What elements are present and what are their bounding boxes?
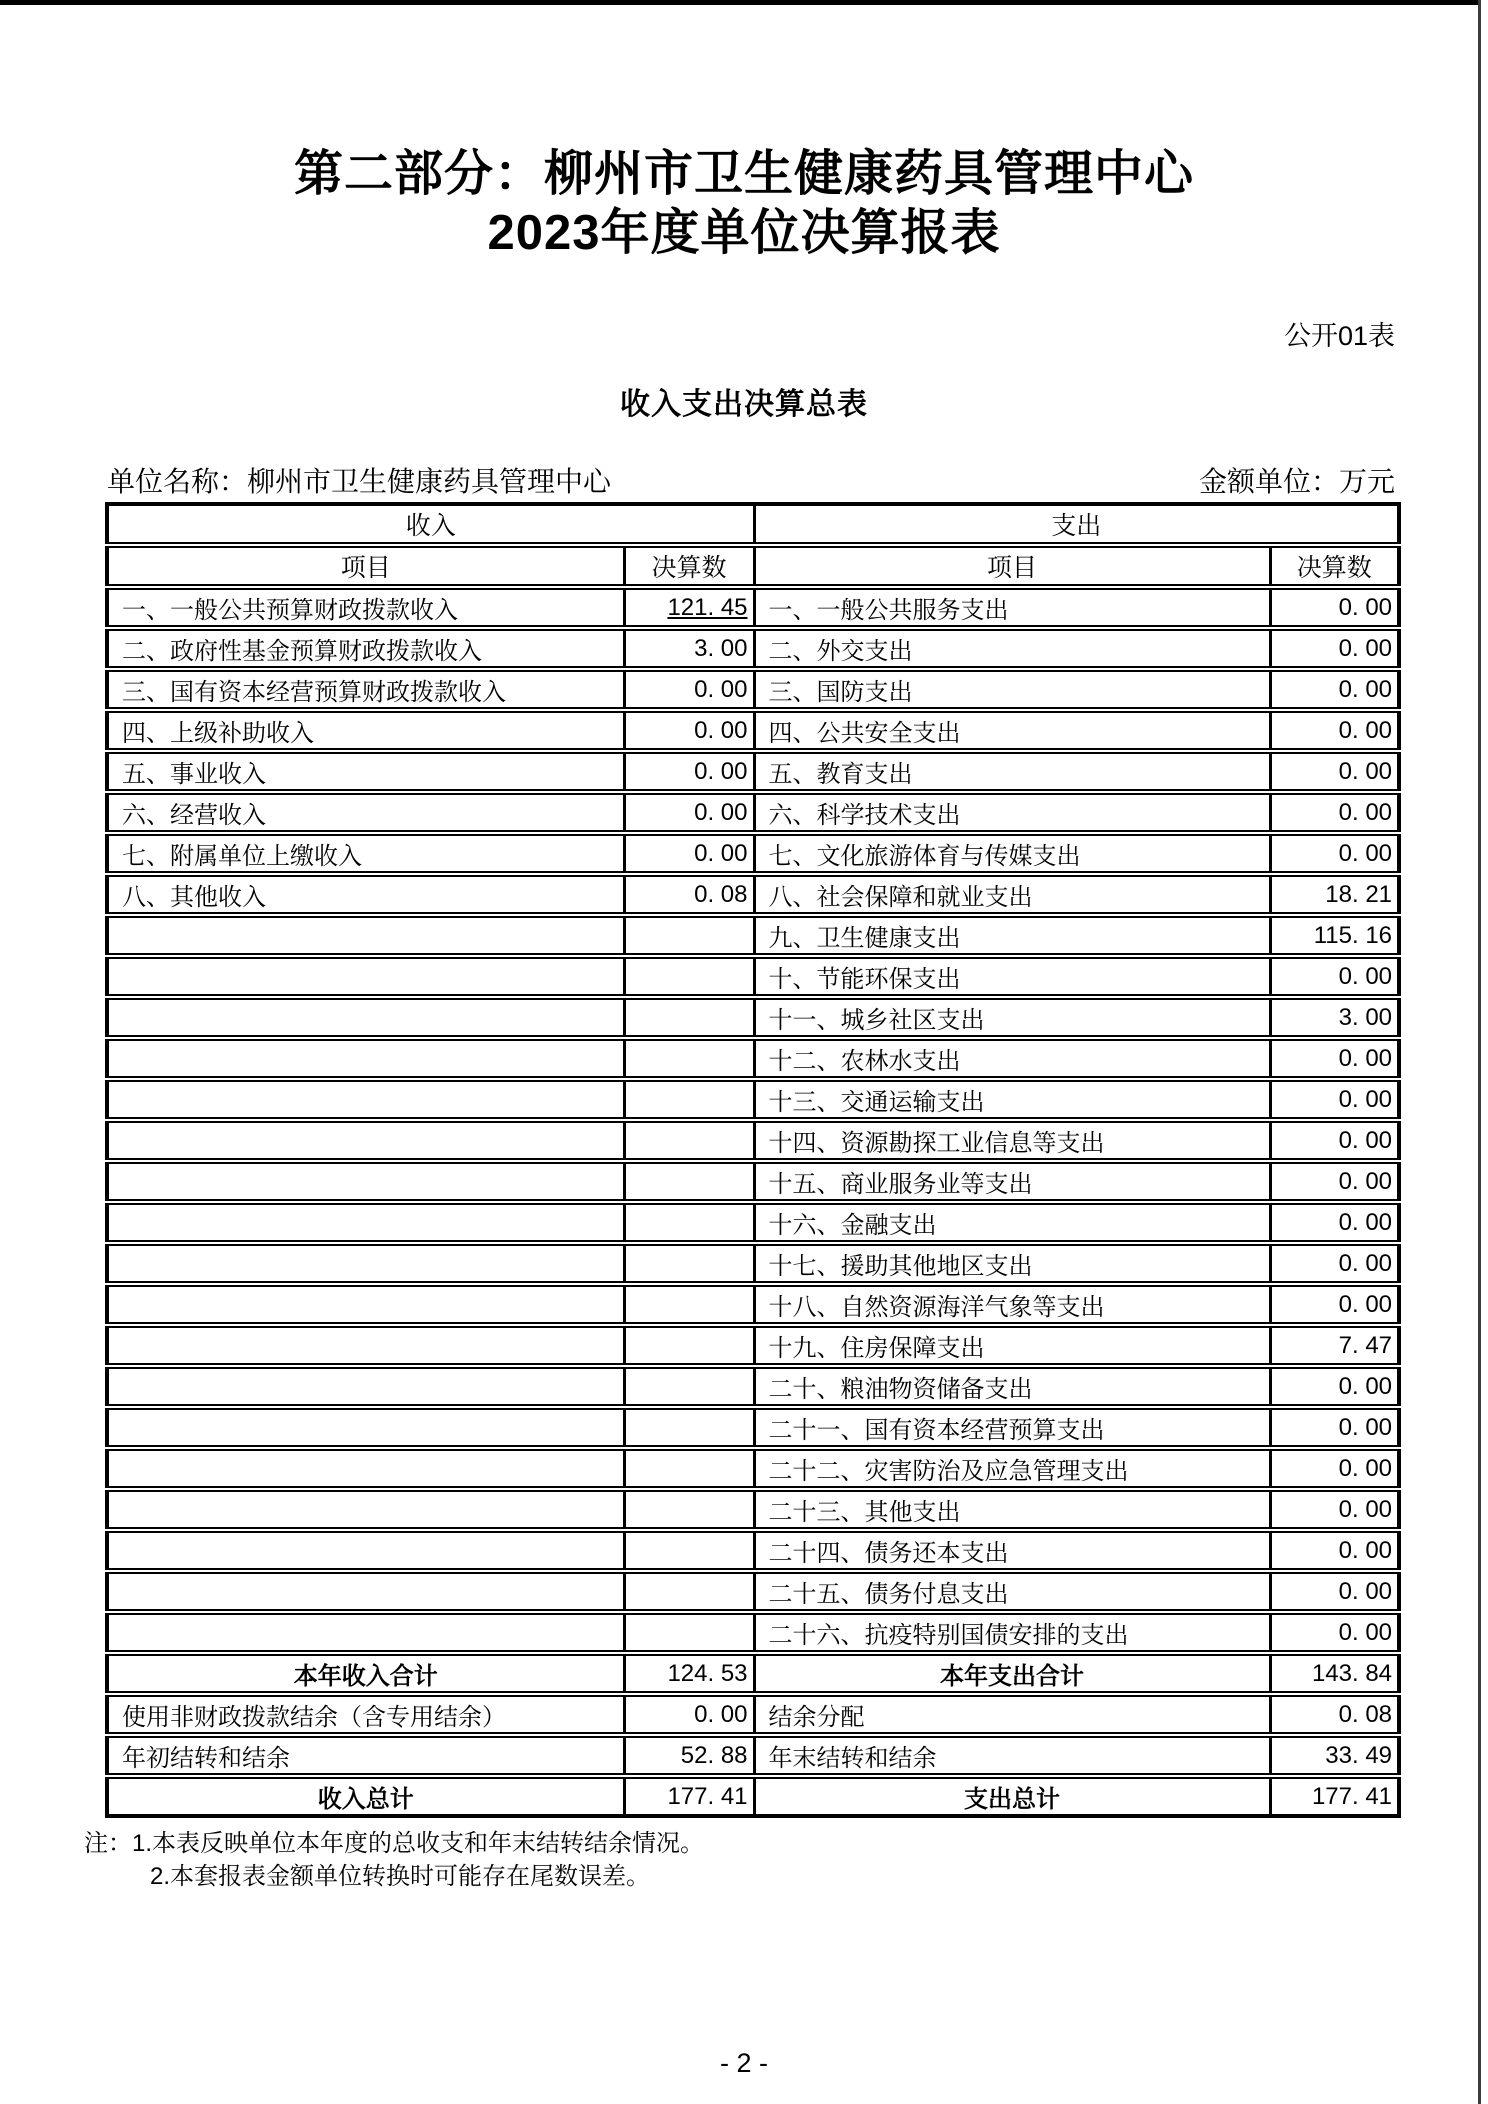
expense-item-cell: 十六、金融支出 [754, 1202, 1270, 1243]
income-amount-cell [624, 1530, 754, 1571]
expense-amount-cell: 0. 08 [1270, 1694, 1399, 1735]
table-row [107, 1079, 1399, 1120]
expense-amount-cell: 0. 00 [1270, 1530, 1399, 1571]
income-amount-cell [624, 1120, 754, 1161]
expense-item-cell: 支出总计 [754, 1776, 1270, 1816]
income-amount-cell: 0. 00 [624, 792, 754, 833]
income-amount-cell [624, 1612, 754, 1653]
expense-amount-cell: 0. 00 [1270, 792, 1399, 833]
income-amount-cell: 3. 00 [624, 628, 754, 669]
income-item-cell: 六、经营收入 [107, 792, 624, 833]
expense-amount-cell: 18. 21 [1270, 874, 1399, 915]
footnote-2: 2.本套报表金额单位转换时可能存在尾数误差。 [150, 1863, 651, 1890]
expense-amount-cell: 0. 00 [1270, 1571, 1399, 1612]
expense-item-cell: 本年支出合计 [754, 1653, 1270, 1694]
income-item-cell: 本年收入合计 [107, 1653, 624, 1694]
income-amount-cell [624, 1284, 754, 1325]
income-item-cell [107, 1448, 624, 1489]
table-row [107, 1161, 1399, 1202]
income-item-cell: 收入总计 [107, 1776, 624, 1816]
income-item-cell [107, 1489, 624, 1530]
expense-amount-cell: 0. 00 [1270, 1448, 1399, 1489]
expense-amount-cell: 0. 00 [1270, 751, 1399, 792]
income-item-cell [107, 1120, 624, 1161]
document-title-line2: 2023年度单位决算报表 [487, 206, 1001, 260]
expense-item-cell: 二十六、抗疫特别国债安排的支出 [754, 1612, 1270, 1653]
income-item-cell: 二、政府性基金预算财政拨款收入 [107, 628, 624, 669]
scan-artifact-right-line [1478, 0, 1481, 2104]
income-amount-cell: 124. 53 [624, 1653, 754, 1694]
expense-item-cell: 二、外交支出 [754, 628, 1270, 669]
table-row [107, 1694, 1399, 1735]
expense-item-cell: 二十、粮油物资储备支出 [754, 1366, 1270, 1407]
income-item-column-header: 项目 [107, 545, 624, 587]
expense-item-cell: 一、一般公共服务支出 [754, 587, 1270, 628]
footnotes [84, 1827, 1488, 1893]
expense-amount-cell: 177. 41 [1270, 1776, 1399, 1816]
table-row [107, 1325, 1399, 1366]
expense-amount-cell: 0. 00 [1270, 628, 1399, 669]
table-row [107, 1448, 1399, 1489]
table-row [107, 956, 1399, 997]
table-row [107, 1284, 1399, 1325]
table-row [107, 751, 1399, 792]
income-amount-cell [624, 997, 754, 1038]
expense-amount-cell: 0. 00 [1270, 1407, 1399, 1448]
table-row [107, 1407, 1399, 1448]
expense-amount-cell: 0. 00 [1270, 1243, 1399, 1284]
table-row [107, 1243, 1399, 1284]
income-item-cell: 四、上级补助收入 [107, 710, 624, 751]
expense-amount-cell: 0. 00 [1270, 587, 1399, 628]
income-amount-cell [624, 1489, 754, 1530]
expense-section-header: 支出 [754, 504, 1399, 545]
table-row [107, 833, 1399, 874]
expense-item-cell: 十九、住房保障支出 [754, 1325, 1270, 1366]
expense-item-cell: 十八、自然资源海洋气象等支出 [754, 1284, 1270, 1325]
expense-item-cell: 结余分配 [754, 1694, 1270, 1735]
income-amount-cell: 121. 45 [624, 587, 754, 628]
expense-amount-column-header: 决算数 [1270, 545, 1399, 587]
statement-table-body [107, 587, 1399, 1816]
expense-item-cell: 三、国防支出 [754, 669, 1270, 710]
income-item-cell [107, 1079, 624, 1120]
income-section-header: 收入 [107, 504, 754, 545]
footnote-1: 注：1.本表反映单位本年度的总收支和年末结转结余情况。 [84, 1830, 705, 1857]
unit-info-line [107, 465, 1395, 499]
section-header-row [107, 504, 1399, 545]
table-row [107, 1571, 1399, 1612]
scan-artifact-top-strip [0, 0, 1479, 5]
income-item-cell [107, 1530, 624, 1571]
income-amount-column-header: 决算数 [624, 545, 754, 587]
income-amount-cell [624, 1407, 754, 1448]
income-expense-statement-table [105, 502, 1401, 1818]
form-code-label: 公开01表 [1283, 321, 1395, 351]
income-item-cell [107, 1366, 624, 1407]
expense-amount-cell: 0. 00 [1270, 1366, 1399, 1407]
expense-item-cell: 四、公共安全支出 [754, 710, 1270, 751]
expense-amount-cell: 0. 00 [1270, 833, 1399, 874]
expense-amount-cell: 143. 84 [1270, 1653, 1399, 1694]
expense-item-cell: 二十二、灾害防治及应急管理支出 [754, 1448, 1270, 1489]
expense-amount-cell: 0. 00 [1270, 710, 1399, 751]
expense-amount-cell: 115. 16 [1270, 915, 1399, 956]
income-item-cell [107, 1202, 624, 1243]
expense-item-cell: 十七、援助其他地区支出 [754, 1243, 1270, 1284]
expense-item-cell: 十二、农林水支出 [754, 1038, 1270, 1079]
income-amount-cell [624, 915, 754, 956]
income-amount-cell: 0. 00 [624, 833, 754, 874]
income-amount-cell [624, 1243, 754, 1284]
expense-amount-cell: 0. 00 [1270, 1120, 1399, 1161]
table-row [107, 997, 1399, 1038]
table-row [107, 1530, 1399, 1571]
table-row [107, 1735, 1399, 1776]
expense-amount-cell: 0. 00 [1270, 1612, 1399, 1653]
expense-amount-cell: 0. 00 [1270, 1284, 1399, 1325]
income-amount-cell [624, 1161, 754, 1202]
expense-item-cell: 五、教育支出 [754, 751, 1270, 792]
expense-item-cell: 六、科学技术支出 [754, 792, 1270, 833]
income-amount-cell: 177. 41 [624, 1776, 754, 1816]
income-amount-cell [624, 1325, 754, 1366]
income-amount-cell [624, 1366, 754, 1407]
column-header-row [107, 545, 1399, 587]
page-number: - 2 - [719, 2048, 768, 2078]
table-row [107, 1120, 1399, 1161]
income-amount-cell: 0. 00 [624, 751, 754, 792]
table-row [107, 1612, 1399, 1653]
income-item-cell: 八、其他收入 [107, 874, 624, 915]
table-row [107, 874, 1399, 915]
table-row [107, 710, 1399, 751]
table-row [107, 915, 1399, 956]
income-item-cell: 七、附属单位上缴收入 [107, 833, 624, 874]
expense-amount-cell: 0. 00 [1270, 1161, 1399, 1202]
expense-item-cell: 十一、城乡社区支出 [754, 997, 1270, 1038]
income-item-cell [107, 1571, 624, 1612]
document-title-line1: 第二部分：柳州市卫生健康药具管理中心 [293, 147, 1194, 201]
income-item-cell [107, 1407, 624, 1448]
income-item-cell [107, 1161, 624, 1202]
income-amount-cell [624, 1448, 754, 1489]
unit-name-label: 单位名称：柳州市卫生健康药具管理中心 [107, 466, 612, 497]
income-item-cell: 五、事业收入 [107, 751, 624, 792]
expense-amount-cell: 3. 00 [1270, 997, 1399, 1038]
expense-item-cell: 年末结转和结余 [754, 1735, 1270, 1776]
expense-amount-cell: 0. 00 [1270, 1038, 1399, 1079]
income-amount-cell: 0. 00 [624, 710, 754, 751]
expense-item-cell: 二十四、债务还本支出 [754, 1530, 1270, 1571]
income-item-cell [107, 1325, 624, 1366]
expense-amount-cell: 33. 49 [1270, 1735, 1399, 1776]
income-item-cell: 三、国有资本经营预算财政拨款收入 [107, 669, 624, 710]
document-title [0, 0, 1488, 263]
income-item-cell [107, 915, 624, 956]
income-amount-cell [624, 1079, 754, 1120]
income-amount-cell: 52. 88 [624, 1735, 754, 1776]
statement-title: 收入支出决算总表 [620, 388, 868, 421]
expense-item-cell: 十五、商业服务业等支出 [754, 1161, 1270, 1202]
income-amount-cell [624, 1038, 754, 1079]
expense-item-cell: 十三、交通运输支出 [754, 1079, 1270, 1120]
table-row [107, 792, 1399, 833]
expense-item-cell: 八、社会保障和就业支出 [754, 874, 1270, 915]
amount-unit-label: 金额单位：万元 [1198, 466, 1395, 497]
expense-amount-cell: 0. 00 [1270, 1202, 1399, 1243]
table-row [107, 1489, 1399, 1530]
table-row [107, 1776, 1399, 1816]
table-row [107, 1366, 1399, 1407]
expense-amount-cell: 0. 00 [1270, 1079, 1399, 1120]
table-row [107, 628, 1399, 669]
expense-item-cell: 九、卫生健康支出 [754, 915, 1270, 956]
table-row [107, 669, 1399, 710]
expense-item-cell: 十、节能环保支出 [754, 956, 1270, 997]
expense-item-cell: 十四、资源勘探工业信息等支出 [754, 1120, 1270, 1161]
expense-item-cell: 二十三、其他支出 [754, 1489, 1270, 1530]
income-item-cell [107, 1038, 624, 1079]
expense-item-column-header: 项目 [754, 545, 1270, 587]
income-amount-cell [624, 1571, 754, 1612]
income-item-cell [107, 1612, 624, 1653]
income-item-cell [107, 956, 624, 997]
expense-amount-cell: 0. 00 [1270, 956, 1399, 997]
income-item-cell: 使用非财政拨款结余（含专用结余） [107, 1694, 624, 1735]
expense-amount-cell: 0. 00 [1270, 669, 1399, 710]
expense-item-cell: 二十一、国有资本经营预算支出 [754, 1407, 1270, 1448]
table-row [107, 1202, 1399, 1243]
table-row [107, 1653, 1399, 1694]
table-row [107, 587, 1399, 628]
income-amount-cell [624, 1202, 754, 1243]
income-amount-cell: 0. 08 [624, 874, 754, 915]
table-row [107, 1038, 1399, 1079]
income-item-cell [107, 1284, 624, 1325]
income-item-cell [107, 1243, 624, 1284]
income-amount-cell: 0. 00 [624, 669, 754, 710]
income-amount-cell: 0. 00 [624, 1694, 754, 1735]
income-amount-cell [624, 956, 754, 997]
expense-amount-cell: 0. 00 [1270, 1489, 1399, 1530]
income-item-cell: 年初结转和结余 [107, 1735, 624, 1776]
expense-item-cell: 二十五、债务付息支出 [754, 1571, 1270, 1612]
expense-item-cell: 七、文化旅游体育与传媒支出 [754, 833, 1270, 874]
expense-amount-cell: 7. 47 [1270, 1325, 1399, 1366]
income-item-cell [107, 997, 624, 1038]
income-item-cell: 一、一般公共预算财政拨款收入 [107, 587, 624, 628]
